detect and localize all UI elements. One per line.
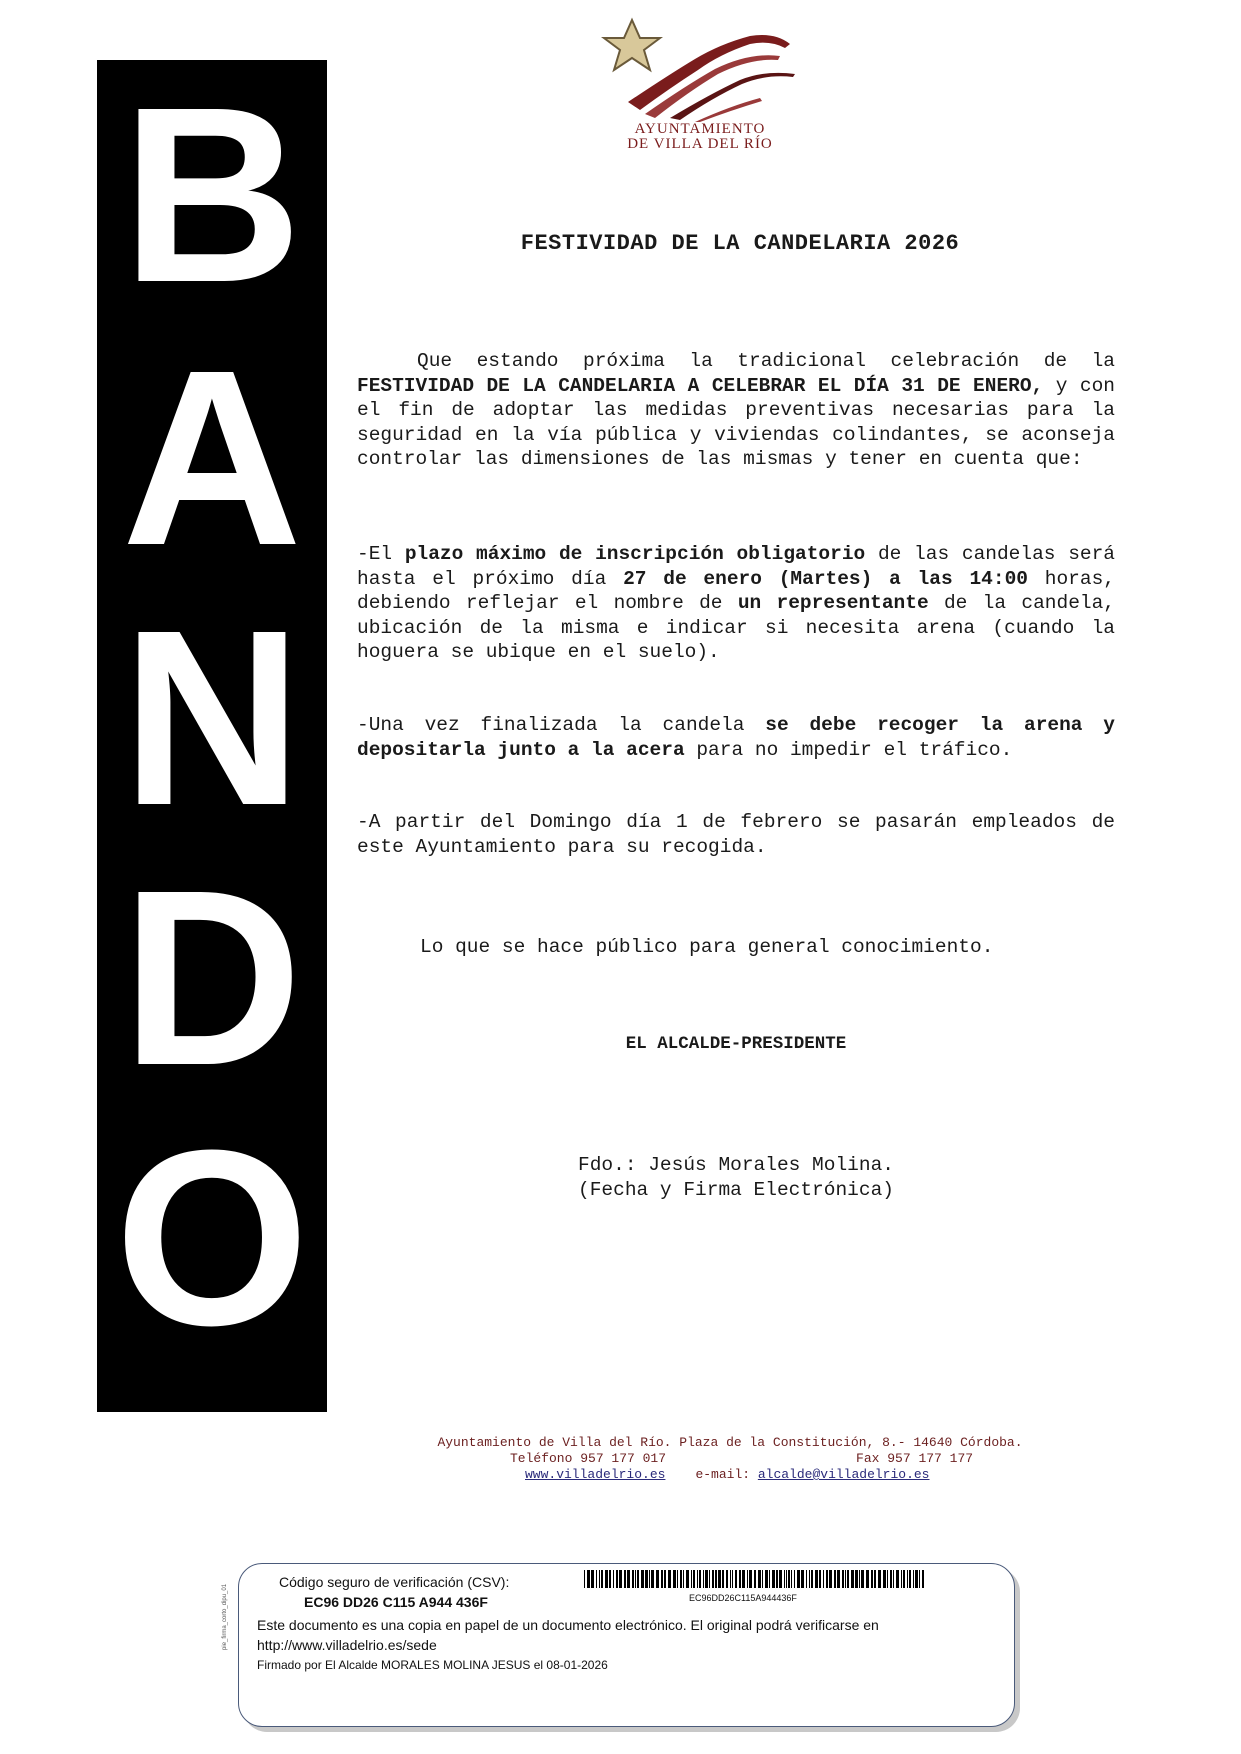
csv-barcode	[584, 1570, 929, 1588]
plazo-text-1: -El	[357, 543, 405, 565]
banner-letter-o: O	[114, 1098, 310, 1377]
intro-text-1: Que estando próxima la tradicional celebración de la	[417, 350, 1115, 372]
banner-letter-a: A	[121, 318, 303, 597]
footer-address: Ayuntamiento de Villa del Río. Plaza de la Constitución, 8.- 14640 Córdoba.	[437, 1435, 1023, 1450]
footer-phone: Teléfono 957 177 017	[510, 1451, 667, 1466]
plazo-bold-1: plazo máximo de inscripción obligatorio	[404, 543, 866, 565]
intro-text-2: y con el fin de adoptar las medidas preventivas necesarias para la seguridad en la vía pública y viviendas colindantes, se aconseja controlar las dimensiones de las mismas y tener en cuenta que:	[357, 374, 1115, 470]
csv-copy-notice: Este documento es una copia en papel de un documento electrónico. El original podrá verificarse en	[257, 1617, 879, 1633]
arena-paragraph	[357, 713, 1115, 762]
csv-code: EC96 DD26 C115 A944 436F	[304, 1594, 488, 1610]
banner-letter-d: D	[121, 838, 303, 1117]
signature-note: (Fecha y Firma Electrónica)	[578, 1179, 894, 1201]
intro-bold-1: FESTIVIDAD DE LA CANDELARIA A CELEBRAR EL DÍA 31 DE ENERO,	[357, 374, 1044, 397]
recogida-paragraph: -A partir del Domingo día 1 de febrero se pasarán empleados de este Ayuntamiento para su recogida.	[357, 811, 1115, 858]
logo-star-mountain-emblem	[600, 14, 800, 122]
footer-email-label: e-mail:	[695, 1467, 751, 1482]
plazo-text-2: de las candelas será hasta el próximo día	[357, 543, 1116, 590]
plazo-paragraph	[357, 542, 1115, 665]
footer-fax: Fax 957 177 177	[856, 1451, 974, 1466]
side-reference-code: pie_firma_corto_dipu_01	[222, 1583, 228, 1650]
footer-phone-fax-line	[380, 1451, 1080, 1467]
logo-text-line2: DE VILLA DEL RÍO	[627, 136, 773, 152]
plazo-bold-2: 27 de enero (Martes) a las 14:00	[623, 567, 1028, 590]
signature-name: Fdo.: Jesús Morales Molina.	[578, 1154, 894, 1176]
plazo-text-4: de la candela, ubicación de la misma e indicar si necesita arena (cuando la hoguera se ubique en el suelo).	[357, 592, 1116, 663]
footer-email-link[interactable]: alcalde@villadelrio.es	[757, 1467, 930, 1482]
logo-text-line1: AYUNTAMIENTO	[634, 121, 766, 137]
csv-signed-by: Firmado por El Alcalde MORALES MOLINA JESUS el 08-01-2026	[257, 1658, 608, 1672]
arena-text-1: -Una vez finalizada la candela	[357, 714, 766, 736]
plazo-bold-3: un representante	[737, 592, 929, 614]
plazo-text-3: horas, debiendo reflejar el nombre de	[357, 567, 1115, 614]
arena-bold-1: se debe recoger la arena y depositarla junto a la acera	[357, 714, 1116, 761]
csv-verification-box	[238, 1563, 1015, 1727]
document-title: FESTIVIDAD DE LA CANDELARIA 2026	[520, 231, 960, 256]
ayuntamiento-logo	[600, 14, 800, 152]
csv-barcode-text: EC96DD26C115A944436F	[689, 1593, 797, 1603]
csv-label: Código seguro de verificación (CSV):	[279, 1574, 510, 1590]
closing-statement: Lo que se hace público para general conocimiento.	[420, 936, 994, 958]
footer-website-link[interactable]: www.villadelrio.es	[525, 1467, 666, 1482]
bando-banner	[97, 55, 327, 1412]
arena-text-2: para no impedir el tráfico.	[684, 738, 1013, 761]
footer-contact-line	[380, 1467, 1080, 1483]
intro-paragraph	[357, 349, 1115, 472]
banner-letter-n: N	[121, 578, 303, 857]
signature-role: EL ALCALDE-PRESIDENTE	[625, 1034, 847, 1054]
csv-verify-url[interactable]: http://www.villadelrio.es/sede	[257, 1637, 437, 1653]
banner-letter-b: B	[121, 55, 303, 334]
